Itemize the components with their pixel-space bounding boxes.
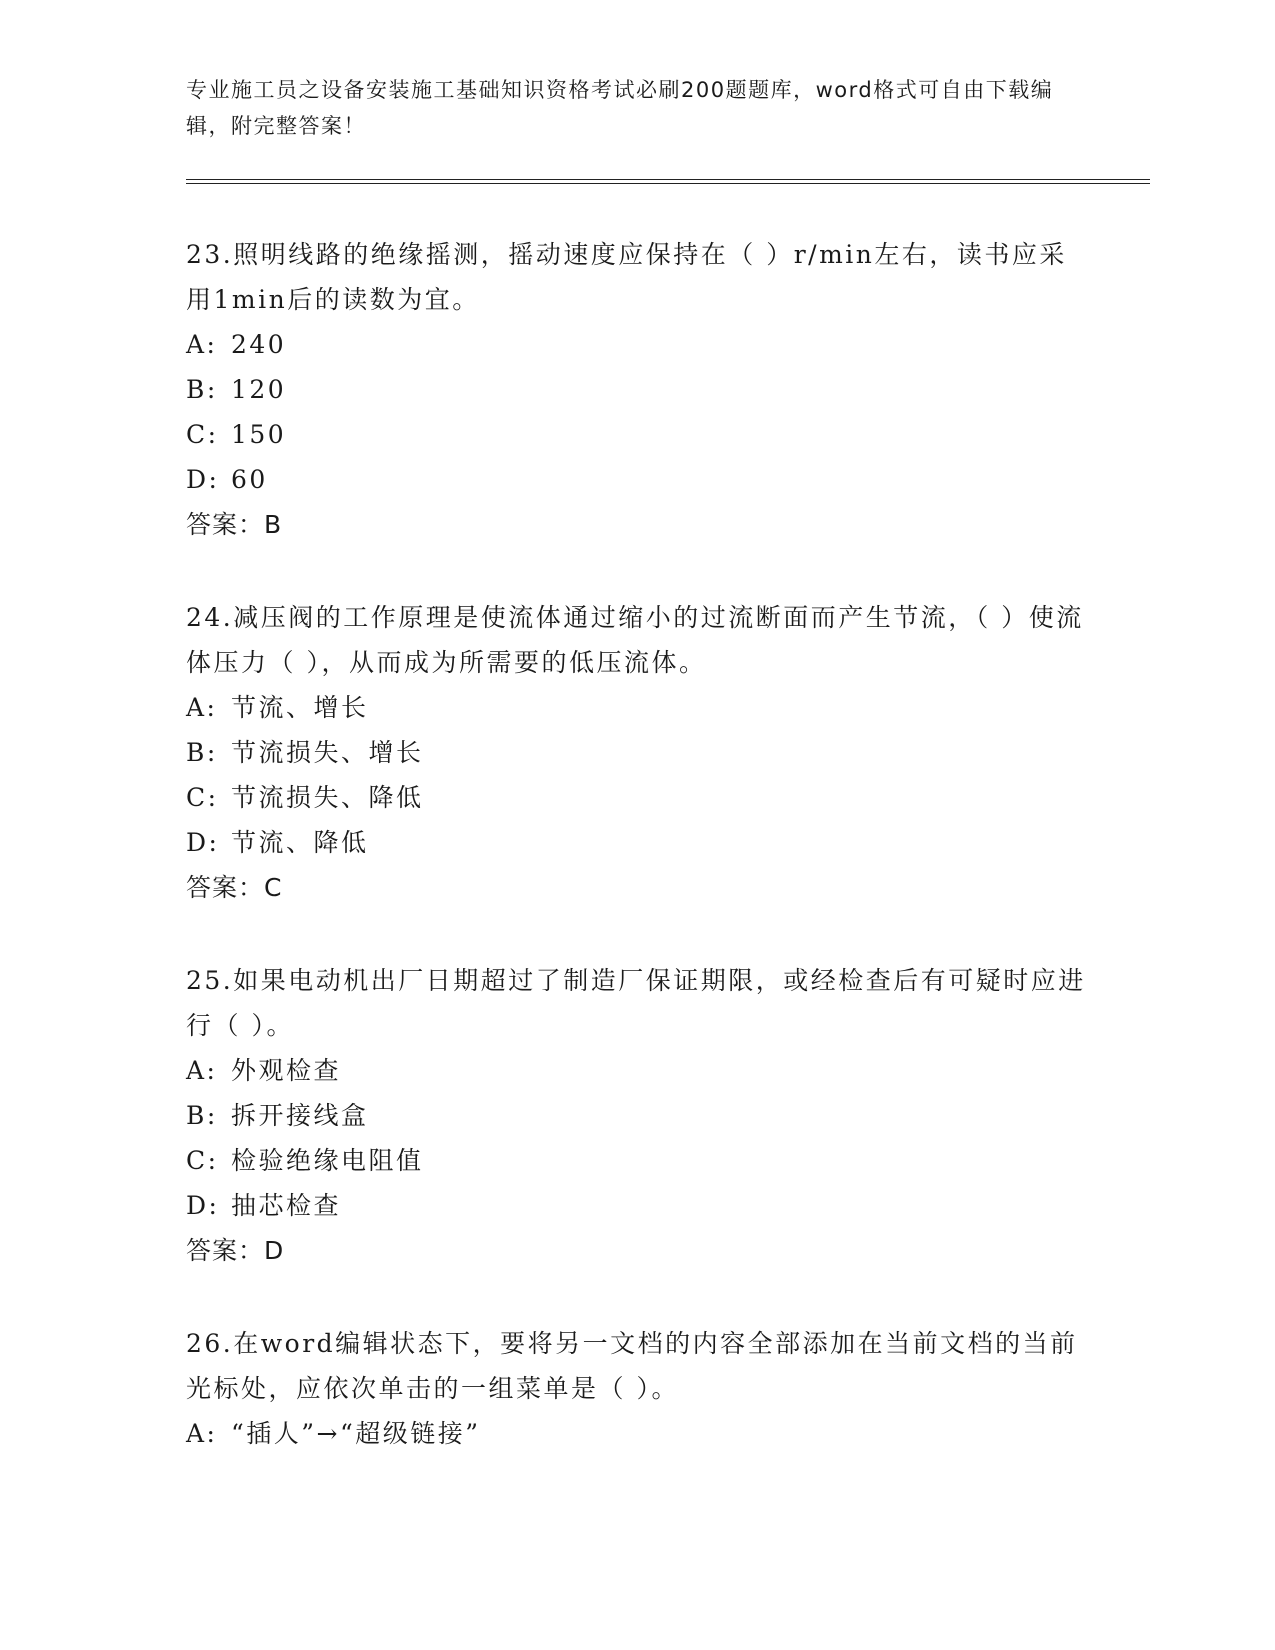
question-23 <box>186 232 1086 547</box>
question-stem: 25.如果电动机出厂日期超过了制造厂保证期限，或经检查后有可疑时应进行（ ）。 <box>186 966 1086 1040</box>
option-d <box>186 1183 1086 1228</box>
question-stem: 26.在word编辑状态下，要将另一文档的内容全部添加在当前文档的当前光标处，应依次单击的一组菜单是（ ）。 <box>186 1329 1078 1403</box>
option-text: 抽芯检查 <box>231 1191 342 1220</box>
option-b <box>186 367 1086 412</box>
option-text: 拆开接线盒 <box>231 1101 369 1130</box>
option-letter: A: <box>186 330 218 359</box>
option-text: 60 <box>231 465 268 494</box>
option-letter: D: <box>186 1191 220 1220</box>
option-b <box>186 730 1086 775</box>
answer-line: 答案：B <box>186 510 283 539</box>
option-letter: C: <box>186 783 219 812</box>
option-a <box>186 1048 1086 1093</box>
option-c <box>186 412 1086 457</box>
option-letter: A: <box>186 1419 218 1448</box>
option-letter: A: <box>186 693 218 722</box>
header-text: 专业施工员之设备安装施工基础知识资格考试必刷200题题库，word格式可自由下载编辑，附完整答案！ <box>186 78 1054 138</box>
option-letter: B: <box>186 375 218 404</box>
option-letter: B: <box>186 738 218 767</box>
header-divider-top <box>186 179 1150 180</box>
question-stem: 24.减压阀的工作原理是使流体通过缩小的过流断面而产生节流，（ ）使流体压力（ ），从而成为所需要的低压流体。 <box>186 603 1084 677</box>
answer-line: 答案：D <box>186 1236 285 1265</box>
option-letter: D: <box>186 828 220 857</box>
question-25 <box>186 958 1086 1273</box>
question-24 <box>186 595 1086 910</box>
option-letter: A: <box>186 1056 218 1085</box>
option-b <box>186 1093 1086 1138</box>
option-c <box>186 775 1086 820</box>
option-text: 检验绝缘电阻值 <box>231 1146 424 1175</box>
option-text: 节流损失、降低 <box>231 783 424 812</box>
option-a <box>186 685 1086 730</box>
answer-line: 答案：C <box>186 873 283 902</box>
option-letter: D: <box>186 465 220 494</box>
option-letter: B: <box>186 1101 218 1130</box>
question-26 <box>186 1321 1086 1456</box>
option-text: 节流损失、增长 <box>231 738 424 767</box>
option-c <box>186 1138 1086 1183</box>
header-divider-bottom <box>186 183 1150 184</box>
option-text: 外观检查 <box>231 1056 342 1085</box>
option-text: “插人”→“超级链接” <box>231 1419 481 1448</box>
option-d <box>186 820 1086 865</box>
option-text: 240 <box>231 330 287 359</box>
option-text: 150 <box>231 420 287 449</box>
document-header <box>186 72 1066 144</box>
option-letter: C: <box>186 1146 219 1175</box>
option-text: 120 <box>231 375 287 404</box>
option-a <box>186 322 1086 367</box>
option-text: 节流、增长 <box>231 693 369 722</box>
option-d <box>186 457 1086 502</box>
question-stem: 23.照明线路的绝缘摇测，摇动速度应保持在（ ）r/min左右，读书应采用1min后的读数为宜。 <box>186 240 1067 314</box>
option-text: 节流、降低 <box>231 828 369 857</box>
option-a <box>186 1411 1086 1456</box>
option-letter: C: <box>186 420 219 449</box>
